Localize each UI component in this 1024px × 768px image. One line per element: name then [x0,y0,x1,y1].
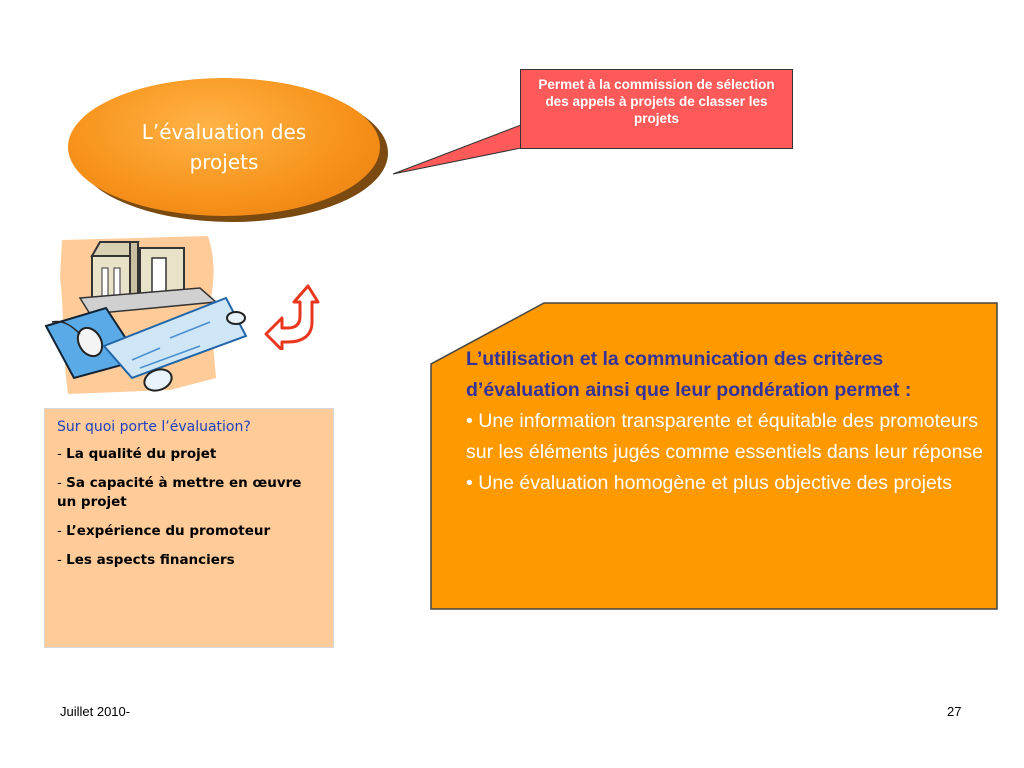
benefits-heading: L’utilisation et la communication des critères d’évaluation ainsi que leur pondération permet : [466,348,912,401]
criteria-item-text: La qualité du projet [66,446,217,462]
page-number: 27 [947,704,962,719]
criteria-item-text: Sa capacité à mettre en œuvre un projet [57,475,302,510]
callout-text: Permet à la commission de sélection des appels à projets de classer les projets [538,77,775,126]
footer-date: Juillet 2010- [60,704,131,719]
callout-box [520,69,793,149]
criteria-item-text: L’expérience du promoteur [66,523,271,539]
criteria-box [44,408,334,648]
curved-arrow-icon [262,280,328,350]
office-clipart-icon [40,228,250,400]
benefits-panel [430,302,998,610]
criteria-item: - L’expérience du promoteur [57,523,271,539]
benefits-point: • Une évaluation homogène et plus objective des projets [466,472,952,494]
oval-title: L’évaluation des projets [141,120,307,174]
criteria-item: - La qualité du projet [57,446,217,462]
title-oval [68,78,380,216]
criteria-item: - Les aspects financiers [57,552,235,568]
criteria-item: - Sa capacité à mettre en œuvre un projet [57,475,302,510]
criteria-title: Sur quoi porte l’évaluation? [57,419,251,435]
benefits-point: • Une information transparente et équitable des promoteurs sur les éléments jugés comme essentiels dans leur réponse [466,410,984,463]
criteria-item-text: Les aspects financiers [66,552,235,568]
benefits-text [466,344,998,499]
